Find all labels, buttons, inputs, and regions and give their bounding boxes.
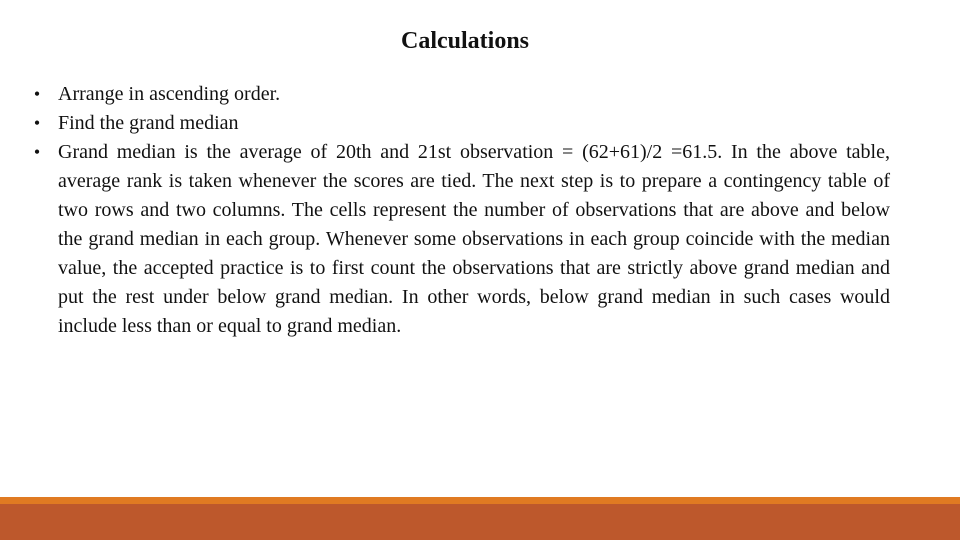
bullet-dot-icon: • [33,84,41,104]
footer-accent-line [0,497,960,504]
bullet-item-1 [30,80,890,109]
bullet-text-3: Grand median is the average of 20th and 21st observation = (62+61)/2 =61.5. In the above table, average rank is taken whenever the scores are tied. The next step is to prepare a contingency table of two rows and two columns. The cells represent the number of observations that are above and below the grand median in each group. Whenever some observations in each group coincide with the median value, the accepted practice is to first count the observations that are strictly above grand median and put the rest under below grand median. In other words, below grand median in such cases would include less than or equal to grand median. [58,141,890,337]
bullet-dot-icon: • [33,113,41,133]
bullet-text-2: Find the grand median [58,112,239,134]
bullet-item-3 [30,138,890,341]
bullet-list [30,80,890,341]
bullet-text-1: Arrange in ascending order. [58,83,281,105]
footer-band [0,504,960,540]
bullet-dot-icon: • [33,142,41,162]
bullet-item-2 [30,109,890,138]
slide-title: Calculations [400,28,529,54]
